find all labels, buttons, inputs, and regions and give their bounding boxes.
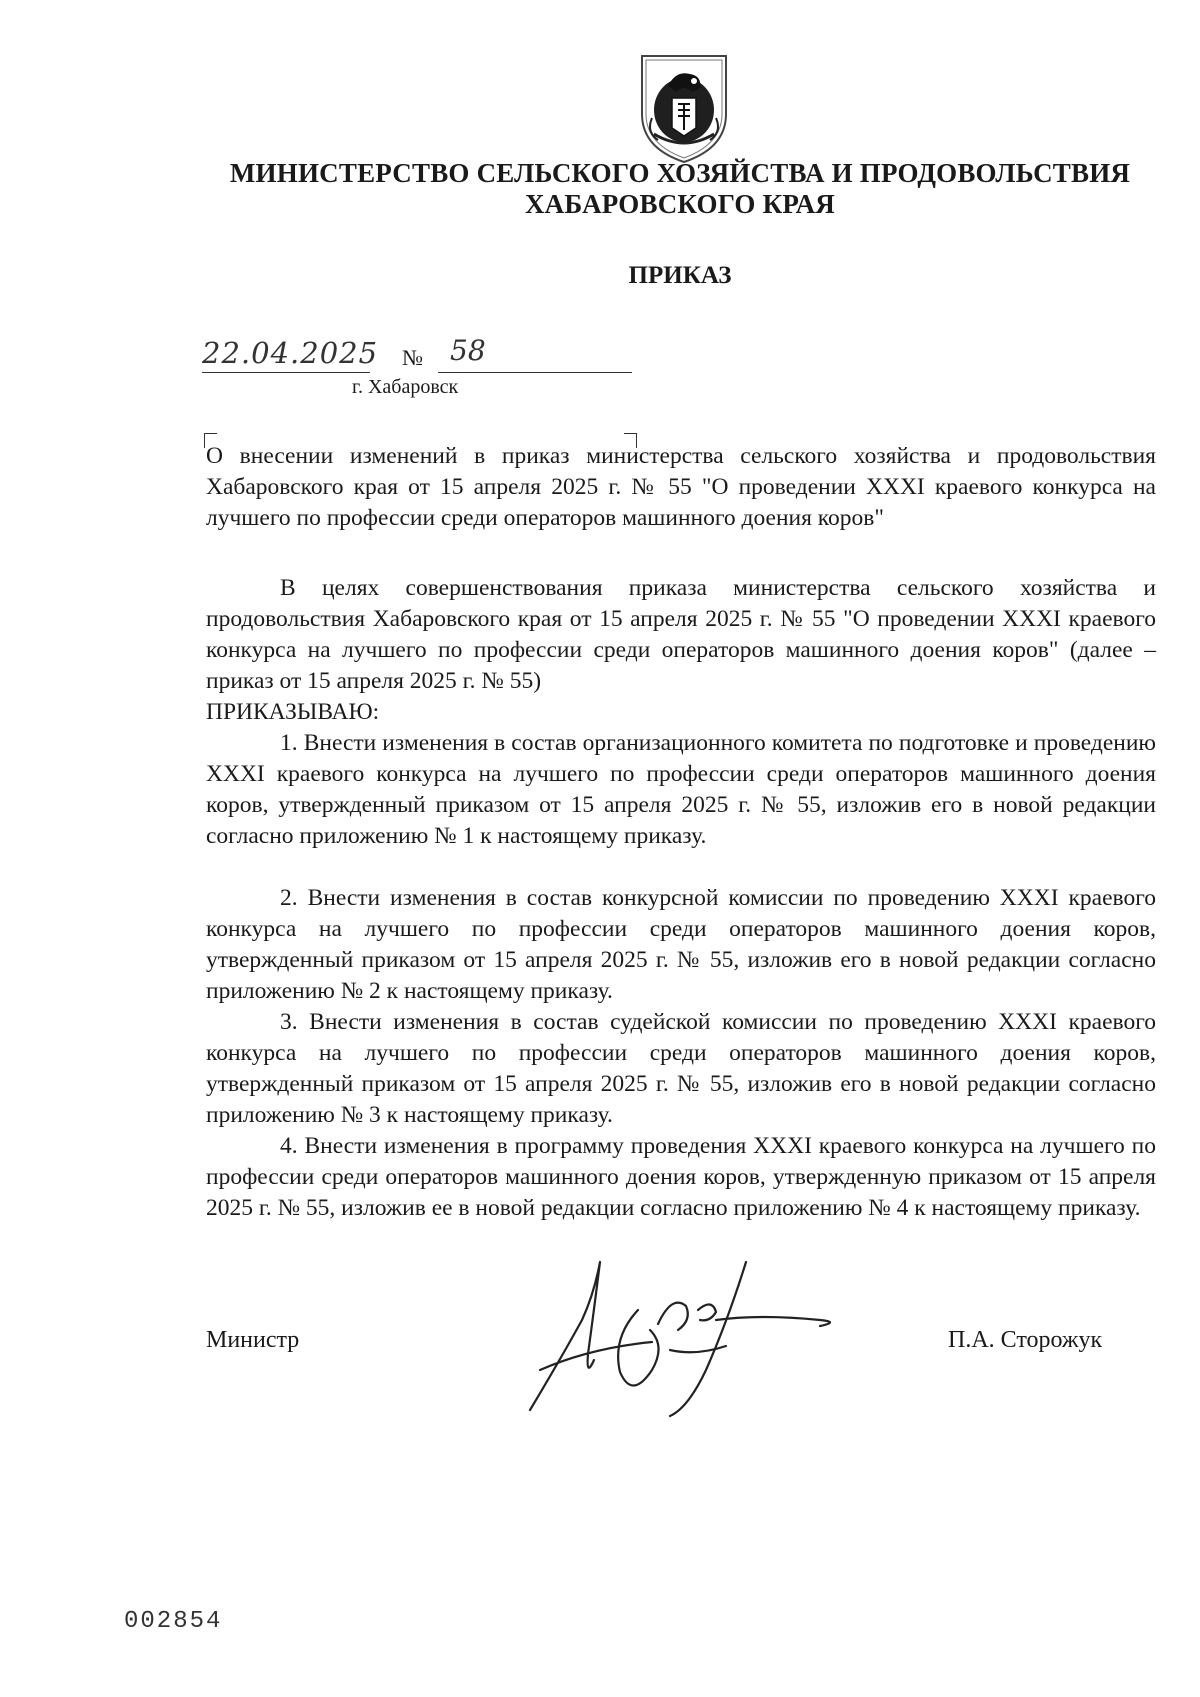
document-city: г. Хабаровск: [352, 376, 459, 398]
document-type-title: ПРИКАЗ: [628, 262, 732, 289]
date-underline: [202, 372, 370, 373]
decree-word: ПРИКАЗЫВАЮ:: [206, 699, 380, 725]
number-underline: [438, 372, 632, 373]
document-number: 58: [450, 334, 486, 367]
signer-position: Министр: [206, 1327, 300, 1353]
ministry-name-line1: МИНИСТЕРСТВО СЕЛЬСКОГО ХОЗЯЙСТВА И ПРОДОВОЛЬСТВИЯ: [229, 158, 1131, 188]
document-subject: О внесении изменений в приказ министерства сельского хозяйства и продовольствия Хабаровского края от 15 апреля 2025 г. № 55 "О проведении XXXI краевого конкурса на лучшего по профессии среди операторов машинного доения коров": [206, 443, 1156, 531]
date-number-line: [202, 336, 642, 376]
coat-of-arms-icon: [632, 48, 736, 166]
order-item-1: 1. Внести изменения в состав организационного комитета по подготовке и проведению XXXI краевого конкурса на лучшего по профессии среди операторов машинного доения коров, утвержденный приказом от 15 апреля 2025 г. № 55, изложив его в новой редакции согласно приложению № 1 к настоящему приказу.: [206, 730, 1156, 849]
signer-name: П.А. Сторожук: [948, 1327, 1103, 1353]
order-item-2: 2. Внести изменения в состав конкурсной комиссии по проведению XXXI краевого конкурса на лучшего по профессии среди операторов машинного доения коров, утвержденный приказом от 15 апреля 2025 г. № 55, изложив его в новой редакции согласно приложению № 2 к настоящему приказу.: [206, 885, 1156, 1004]
order-item-4: 4. Внести изменения в программу проведения XXXI краевого конкурса на лучшего по профессии среди операторов машинного доения коров, утвержденную приказом от 15 апреля 2025 г. № 55, изложив ее в новой редакции согласно приложению № 4 к настоящему приказу.: [206, 1133, 1156, 1221]
document-date: 22.04.2025: [202, 336, 379, 370]
order-item-3: 3. Внести изменения в состав судейской комиссии по проведению XXXI краевого конкурса на лучшего по профессии среди операторов машинного доения коров, утвержденный приказом от 15 апреля 2025 г. № 55, изложив его в новой редакции согласно приложению № 3 к настоящему приказу.: [206, 1009, 1156, 1128]
number-sign: №: [402, 345, 423, 370]
preamble-paragraph: В целях совершенствования приказа министерства сельского хозяйства и продовольствия Хабаровского края от 15 апреля 2025 г. № 55 "О проведении XXXI краевого конкурса на лучшего по профессии среди операторов машинного доения коров" (далее – приказ от 15 апреля 2025 г. № 55): [206, 575, 1156, 694]
ministry-name: [180, 158, 1180, 220]
registration-number: 002854: [124, 1608, 223, 1635]
ministry-name-line2: ХАБАРОВСКОГО КРАЯ: [524, 189, 835, 219]
handwritten-signature-icon: [520, 1250, 900, 1420]
